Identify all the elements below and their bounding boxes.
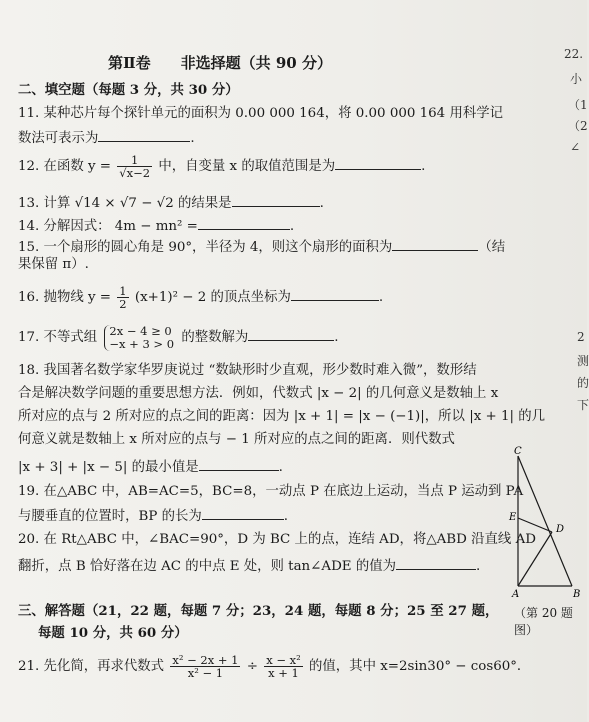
question-14-text: 14. 分解因式： 4m − mn² = <box>18 219 198 234</box>
question-19-text: 与腰垂直的位置时，BP 的长为 <box>18 509 202 524</box>
question-11-line2: 数法可表示为 . <box>18 127 195 148</box>
question-12-pre: 12. 在函数 y = <box>18 159 112 174</box>
answer-blank-12[interactable] <box>335 155 421 170</box>
label-C: C <box>514 446 522 457</box>
fraction-21b-denominator: x + 1 <box>268 666 299 680</box>
fraction-21a-denominator: x² − 1 <box>187 666 224 680</box>
question-18-line3: 所对应的点与 2 所对应的点之间的距离：因为 |x + 1| = |x − (−1)|，所以 |x + 1| 的几 <box>18 409 546 424</box>
edge-text-2: 小 <box>570 72 583 86</box>
segment-AD <box>518 532 552 586</box>
inequality-row-1: 2x − 4 ≥ 0 <box>109 323 172 338</box>
question-12: 12. 在函数 y = $\frac{1}{√x-2}$ 中，自变量 x 的取值范围是为 . <box>18 153 426 180</box>
question-16: 16. 抛物线 y = $\frac{1}{2}$ (x+1)² − 2 的顶点坐标为 . <box>18 284 384 311</box>
question-18-text: |x + 3| + |x − 5| 的最小值是 <box>18 460 199 475</box>
label-E: E <box>509 512 517 523</box>
fraction-21b <box>264 654 303 679</box>
answer-blank-14[interactable] <box>198 215 290 230</box>
fraction-21a-numerator: x² − 2x + 1 <box>172 653 239 667</box>
inequality-system <box>104 325 174 351</box>
answer-blank-17[interactable] <box>248 326 334 341</box>
edge-text-8: 的 <box>577 376 589 390</box>
label-D: D <box>556 524 565 535</box>
section-heading-answer-l2: 每题 10 分，共 60 分） <box>38 625 188 641</box>
question-13: 13. 计算 √14 × √7 − √2 的结果是 . <box>18 192 324 213</box>
question-21 <box>18 650 530 684</box>
answer-blank-19[interactable] <box>202 505 284 520</box>
question-12-post: 中，自变量 x 的取值范围是为 <box>158 159 336 174</box>
divide-sign: ÷ <box>246 659 258 674</box>
fraction-16 <box>117 285 128 310</box>
question-15-tail: （结 <box>478 240 506 255</box>
fraction-16-numerator: 1 <box>119 284 127 298</box>
figure-caption: （第 20 题图） <box>514 606 573 637</box>
question-19-line2: 与腰垂直的位置时，BP 的长为 . <box>18 505 288 526</box>
question-20-text: 翻折，点 B 恰好落在边 AC 的中点 E 处，则 tan∠ADE 的值为 <box>18 559 397 574</box>
answer-blank-15[interactable] <box>392 236 478 251</box>
question-21-pre: 21. 先化简，再求代数式 <box>18 659 165 674</box>
question-11-text: 数法可表示为 <box>18 131 99 146</box>
edge-text-1: 22. <box>564 47 584 61</box>
question-18-line4: 何意义就是数轴上 x 所对应的点与 − 1 所对应的点之间的距离．则代数式 <box>18 432 455 447</box>
question-11-line1: 11. 某种芯片每个探针单元的面积为 0.00 000 164，将 0.00 000 164 用科学记 <box>18 106 504 121</box>
part-title: 第Ⅱ卷 非选择题（共 90 分） <box>108 54 332 72</box>
fraction-12-denominator: √x−2 <box>119 166 151 180</box>
question-16-post: (x+1)² − 2 的顶点坐标为 <box>134 290 291 305</box>
question-17: 17. 不等式组 2x − 4 ≥ 0 −x + 3 > 0 的整数解为 . <box>18 323 339 351</box>
triangle-figure <box>506 448 582 598</box>
edge-text-4: （2 <box>568 119 588 133</box>
edge-text-7: 测 <box>577 354 589 368</box>
question-16-pre: 16. 抛物线 y = <box>18 290 112 305</box>
fraction-12 <box>117 154 152 179</box>
fraction-12-numerator: 1 <box>117 154 152 167</box>
question-20-line2: 翻折，点 B 恰好落在边 AC 的中点 E 处，则 tan∠ADE 的值为 . <box>18 555 480 576</box>
edge-text-3: （1 <box>568 98 588 112</box>
question-17-post: 的整数解为 <box>181 330 249 345</box>
question-18-line1: 18. 我国著名数学家华罗庚说过 “数缺形时少直观，形少数时难入微”，数形结 <box>18 363 477 378</box>
question-18-line5: |x + 3| + |x − 5| 的最小值是 . <box>18 456 283 477</box>
question-15-text: 15. 一个扇形的圆心角是 90°，半径为 4，则这个扇形的面积为 <box>18 240 393 255</box>
section-heading-answer-l1: 三、解答题（21，22 题，每题 7 分；23，24 题，每题 8 分；25 至 27 题， <box>18 603 499 619</box>
label-B: B <box>573 589 581 600</box>
edge-text-9: 下 <box>577 398 589 412</box>
inequality-row-2: −x + 3 > 0 <box>109 336 175 351</box>
question-13-text: 13. 计算 √14 × √7 − √2 的结果是 <box>18 196 232 211</box>
fraction-21b-numerator: x − x² <box>266 653 301 667</box>
question-21-post: 的值，其中 x=2sin30° − cos60°． <box>309 659 531 674</box>
section-heading-fill: 二、填空题（每题 3 分，共 30 分） <box>18 82 239 98</box>
edge-text-5: ∠ <box>570 140 581 154</box>
question-15-line2: 果保留 π）. <box>18 257 89 272</box>
question-19-line1: 19. 在△ABC 中，AB=AC=5，BC=8，一动点 P 在底边上运动，当点 P 运动到 PA <box>18 484 524 499</box>
question-14: 14. 分解因式： 4m − mn² = . <box>18 215 294 236</box>
answer-blank-18[interactable] <box>199 456 279 471</box>
question-15-line1 <box>18 236 505 257</box>
fraction-21a <box>170 654 240 679</box>
answer-blank-11[interactable] <box>98 127 190 142</box>
answer-blank-16[interactable] <box>291 286 379 301</box>
label-A: A <box>512 589 520 600</box>
question-18-line2: 合是解决数学问题的重要思想方法．例如，代数式 |x − 2| 的几何意义是数轴上 x <box>18 386 499 401</box>
answer-blank-20[interactable] <box>396 555 476 570</box>
answer-blank-13[interactable] <box>232 192 320 207</box>
edge-text-6: 2 <box>577 330 585 344</box>
question-17-pre: 17. 不等式组 <box>18 330 98 345</box>
fraction-16-denominator: 2 <box>119 297 127 311</box>
question-20-line1: 20. 在 Rt△ABC 中，∠BAC=90°，D 为 BC 上的点，连结 AD，将△ABD 沿直线 AD <box>18 532 536 547</box>
